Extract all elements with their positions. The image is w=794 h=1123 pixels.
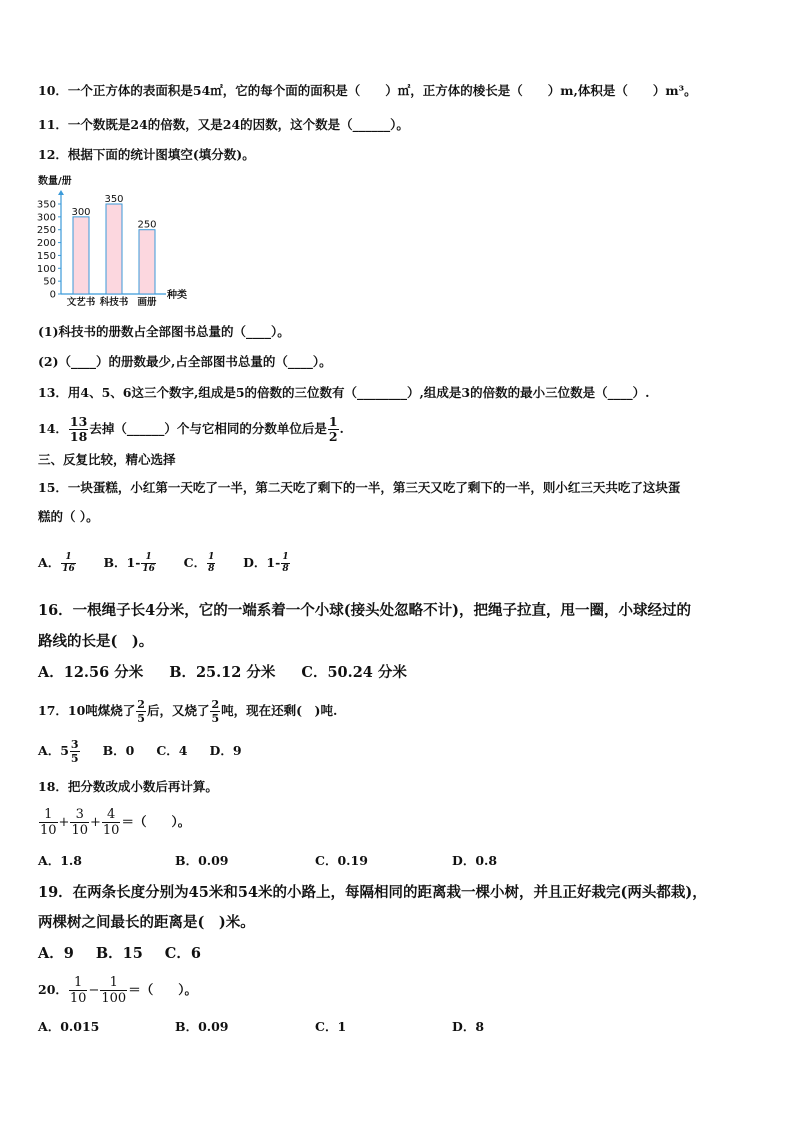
fraction: $\frac{1}{10}$ bbox=[40, 807, 57, 838]
y-axis-label: 数量/册 bbox=[38, 176, 72, 187]
option-b: B．1- $\frac{1}{16}$ bbox=[103, 552, 155, 574]
question-19-line-1: 19．在两条长度分别为45米和54米的小路上，每隔相同的距离栽一棵小树，并且正好栽完(两头都栽)， bbox=[38, 884, 707, 901]
fraction: $\frac{2}{5}$ bbox=[211, 698, 220, 725]
option-a: A．1.8 bbox=[38, 853, 82, 868]
data-label: 250 bbox=[137, 219, 157, 231]
question-20-options bbox=[38, 1019, 758, 1037]
fraction: $\frac{3}{10}$ bbox=[71, 807, 88, 838]
question-12: 12．根据下面的统计图填空(填分数)。 bbox=[38, 147, 255, 162]
y-tick-label: 50 bbox=[43, 276, 56, 288]
bar bbox=[73, 217, 89, 294]
data-label: 300 bbox=[71, 206, 91, 218]
question-20: 20． $\frac{1}{10}$ − $\frac{1}{100}$ ＝（ ）。 bbox=[38, 975, 197, 1006]
option-c: C．4 bbox=[156, 743, 188, 758]
option-c: C．0.19 bbox=[315, 853, 368, 868]
question-17: 17．10吨煤烧了 $\frac{2}{5}$ 后，又烧了 $\frac{2}{5}$ 吨，现在还剩( )吨. bbox=[38, 698, 338, 725]
fraction: $\frac{1}{2}$ bbox=[328, 413, 338, 444]
option-c: C．50.24 分米 bbox=[301, 664, 407, 681]
option-b: B．0.09 bbox=[175, 1019, 229, 1034]
question-13: 13．用4、5、6这三个数字,组成是5的倍数的三位数有（________）,组成是3的倍数的最小三位数是（____）. bbox=[38, 385, 650, 400]
y-tick-label: 100 bbox=[36, 263, 56, 275]
question-19-options bbox=[38, 945, 758, 963]
option-b: B．25.12 分米 bbox=[169, 664, 276, 681]
y-tick-label: 300 bbox=[36, 212, 56, 224]
category-label: 文艺书 bbox=[66, 297, 96, 308]
fraction: $\frac{4}{10}$ bbox=[102, 807, 120, 838]
question-15-line-1: 15．一块蛋糕，小红第一天吃了一半，第二天吃了剩下的一半，第三天又吃了剩下的一半，则小红三天共吃了这块蛋 bbox=[38, 480, 681, 495]
bar bbox=[139, 230, 155, 294]
question-15-line-2: 糕的（ ）。 bbox=[38, 509, 99, 524]
fraction: $\frac{13}{18}$ bbox=[69, 413, 88, 444]
bar bbox=[106, 204, 122, 294]
bar-chart bbox=[36, 170, 206, 310]
option-a: A．0.015 bbox=[38, 1019, 100, 1034]
question-16-options bbox=[38, 664, 758, 682]
y-tick-label: 150 bbox=[36, 250, 56, 262]
option-d: D．9 bbox=[209, 743, 242, 758]
question-12-sub-2: (2)（____）的册数最少,占全部图书总量的（____）。 bbox=[38, 354, 332, 369]
option-a: A．12.56 分米 bbox=[38, 664, 144, 681]
option-a: A．9 bbox=[38, 945, 74, 962]
question-18: 18．把分数改成小数后再计算。 bbox=[38, 779, 218, 794]
data-label: 350 bbox=[104, 194, 124, 205]
fraction: $\frac{1}{100}$ bbox=[101, 975, 127, 1006]
option-b: B．15 bbox=[95, 945, 143, 962]
question-18-options bbox=[38, 853, 758, 871]
option-c: C．6 bbox=[164, 945, 201, 962]
question-text: 去掉（______）个与它相同的分数单位后是 bbox=[89, 421, 327, 436]
option-b: B．0.09 bbox=[175, 853, 229, 868]
y-tick-label: 0 bbox=[49, 289, 56, 301]
question-10: 10．一个正方体的表面积是54㎡，它的每个面的面积是（ ）㎡，正方体的棱长是（ ）m,体积是（ ）m³。 bbox=[38, 83, 697, 98]
fraction: $\frac{2}{5}$ bbox=[137, 698, 145, 725]
category-label: 画册 bbox=[137, 297, 157, 308]
question-14: 14． $\frac{13}{18}$ 去掉（______）个与它相同的分数单位后是 $\frac{1}{2}$ . bbox=[38, 413, 344, 444]
question-19-line-2: 两棵树之间最长的距离是( )米。 bbox=[38, 914, 255, 931]
question-number: 14． bbox=[38, 421, 68, 436]
fraction: $\frac{1}{10}$ bbox=[69, 975, 87, 1006]
option-c: C．1 bbox=[315, 1019, 347, 1034]
question-18-expression: $\frac{1}{10}$ + $\frac{3}{10}$ + $\frac{4}{10}$ ＝（ ）。 bbox=[40, 807, 191, 838]
y-axis-arrow bbox=[58, 190, 64, 195]
y-tick-label: 250 bbox=[36, 225, 56, 237]
question-17-options bbox=[38, 734, 758, 768]
x-axis-label: 种类 bbox=[167, 290, 187, 301]
question-15-options bbox=[38, 548, 758, 578]
category-label: 科技书 bbox=[99, 297, 129, 308]
option-d: D．1- $\frac{1}{8}$ bbox=[243, 552, 289, 574]
option-d: D．0.8 bbox=[452, 853, 498, 868]
question-11: 11．一个数既是24的倍数，又是24的因数，这个数是（______）。 bbox=[38, 117, 409, 132]
option-a: A．5 $\frac{3}{5}$ bbox=[38, 738, 79, 765]
section-title: 三、反复比较，精心选择 bbox=[38, 452, 176, 467]
option-b: B．0 bbox=[102, 743, 135, 758]
y-tick-label: 200 bbox=[36, 238, 56, 250]
option-d: D．8 bbox=[452, 1019, 485, 1034]
question-12-sub-1: (1)科技书的册数占全部图书总量的（____）。 bbox=[38, 324, 290, 339]
option-a: A． $\frac{1}{16}$ bbox=[38, 552, 75, 574]
question-16-line-1: 16．一根绳子长4分米，它的一端系着一个小球(接头处忽略不计)，把绳子拉直，甩一圈，小球经过的 bbox=[38, 602, 691, 619]
option-c: C． $\frac{1}{8}$ bbox=[183, 552, 215, 574]
question-16-line-2: 路线的长是( )。 bbox=[38, 633, 154, 650]
y-tick-label: 350 bbox=[36, 199, 56, 211]
